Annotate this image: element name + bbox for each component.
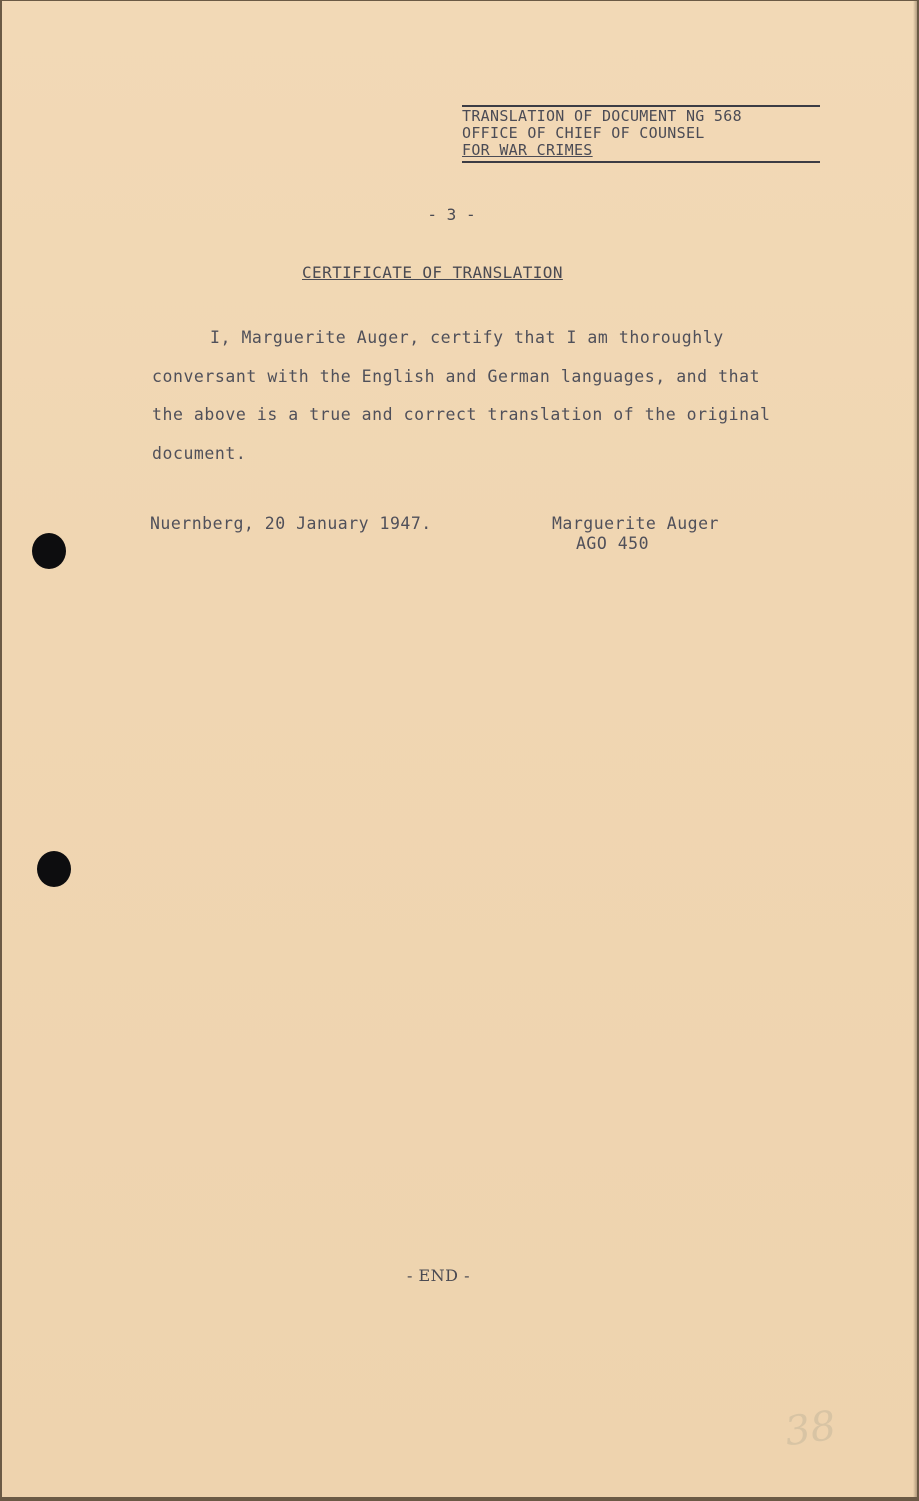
document-page — [2, 1, 917, 1497]
body-line-4: document. — [152, 443, 247, 463]
header-rule-bottom — [462, 161, 820, 163]
handwritten-page-number: 38 — [782, 1402, 839, 1456]
certificate-title: CERTIFICATE OF TRANSLATION — [302, 263, 563, 282]
signatory-name: Marguerite Auger — [552, 514, 719, 533]
punch-hole-icon — [37, 851, 71, 887]
body-line-3: the above is a true and correct translation of the original — [152, 405, 771, 424]
header-line-war-crimes: FOR WAR CRIMES — [462, 141, 593, 159]
page-number: - 3 - — [427, 205, 476, 224]
punch-hole-icon — [32, 533, 66, 569]
certificate-body — [152, 319, 842, 473]
place-and-date: Nuernberg, 20 January 1947. — [150, 514, 432, 533]
header-line-translation: TRANSLATION OF DOCUMENT NG 568 — [462, 107, 742, 125]
header-line-office: OFFICE OF CHIEF OF COUNSEL — [462, 124, 705, 142]
document-header — [462, 105, 820, 163]
signatory-reference: AGO 450 — [576, 534, 650, 553]
body-line-1: I, Marguerite Auger, certify that I am thoroughly — [210, 328, 724, 347]
page-edge-shadow — [913, 1, 917, 1497]
signature-block — [552, 514, 719, 554]
end-marker: - END - — [407, 1266, 470, 1285]
body-line-2: conversant with the English and German languages, and that — [152, 366, 761, 386]
